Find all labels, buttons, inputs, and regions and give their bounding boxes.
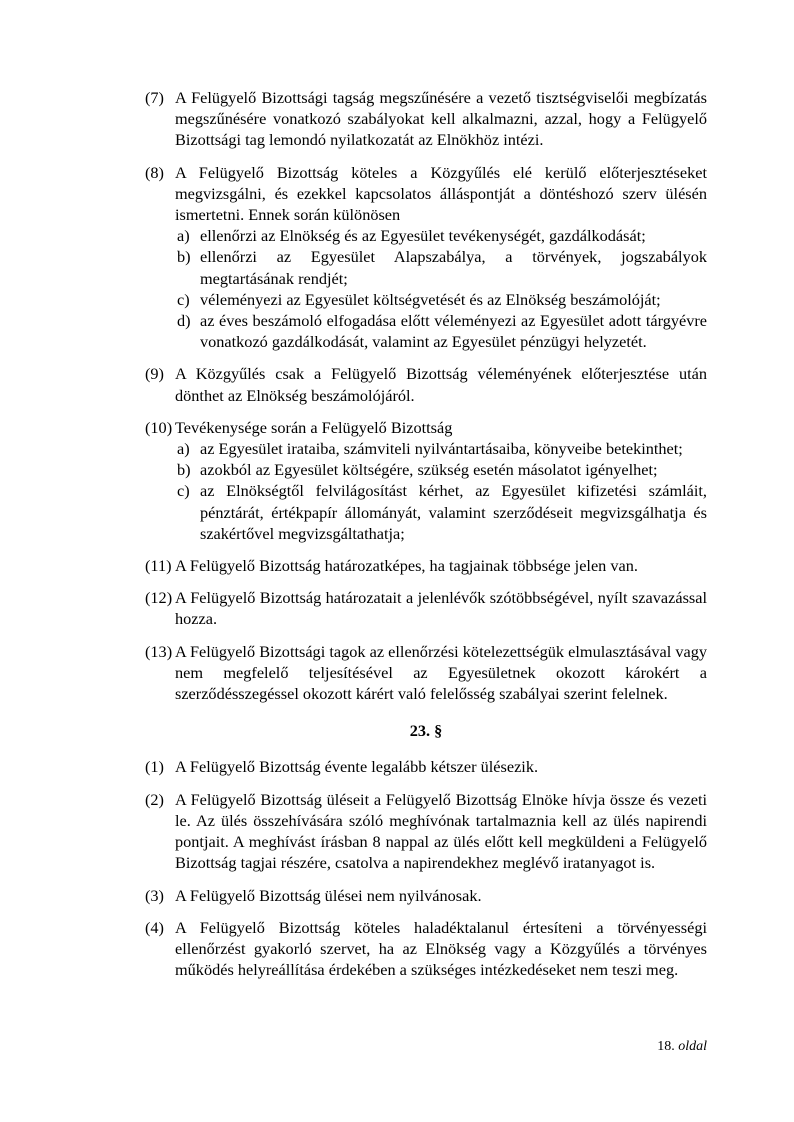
paragraph-body: [175, 363, 707, 405]
paragraph: [145, 555, 707, 576]
paragraph: [145, 917, 707, 981]
list-item-text: azokból az Egyesület költségére, szükség esetén másolatot igényelhet;: [200, 460, 658, 480]
list-item-marker: d): [177, 311, 191, 331]
paragraph: [145, 162, 707, 353]
list-item-text: az Egyesület irataiba, számviteli nyilvántartásaiba, könyveibe betekinthet;: [200, 439, 683, 459]
list-item-marker: c): [177, 289, 190, 309]
paragraph-body: [175, 162, 707, 353]
paragraph-number: (1): [145, 757, 164, 777]
section-heading: 23. §: [409, 721, 443, 741]
page-number-label: oldal: [678, 1039, 707, 1054]
paragraph-body: [175, 917, 707, 981]
paragraph-number: (12): [145, 588, 173, 608]
paragraph-text: A Felügyelő Bizottsági tagok az ellenőrzési kötelezettségük elmulasztásával vagy nem megfelelő teljesítésével az Egyesületnek okozott károkért a szerződésszegéssel okozott kárért való felelősség szabályai szerint felelnek.: [175, 641, 707, 704]
paragraph-body: [175, 87, 707, 151]
list-item: [177, 459, 707, 480]
list-item: [177, 289, 707, 310]
list-item: [177, 438, 707, 459]
list-item-marker: b): [177, 460, 191, 480]
paragraph-text: A Felügyelő Bizottság üléseit a Felügyelő Bizottság Elnöke hívja össze és vezeti le. Az ülés összehívására szóló meghívónak tartalmaznia kell az ülés napirendi pontjait. A meghívást írásban 8 nappal az ülés előtt kell megküldeni a Felügyelő Bizottság tagjai részére, csatolva a napirendekhez meglévő iratanyagot is.: [175, 789, 707, 873]
list-item-marker: b): [177, 247, 191, 267]
list-item: [177, 480, 707, 544]
paragraph-number: (11): [145, 556, 172, 576]
paragraph: [145, 363, 707, 405]
paragraph-text: A Felügyelő Bizottság ülései nem nyilvánosak.: [175, 885, 482, 905]
page-footer: [145, 1038, 707, 1055]
list-item-text: az éves beszámoló elfogadása előtt véleményezi az Egyesület adott tárgyévre vonatkozó gazdálkodását, valamint az Egyesület pénzügyi helyzetét.: [200, 311, 707, 352]
paragraph-number: (10): [145, 417, 173, 437]
list-item: [177, 246, 707, 288]
paragraph-number: (2): [145, 789, 164, 809]
paragraph-body: [175, 555, 707, 576]
paragraph-number: (7): [145, 88, 164, 107]
paragraph: [145, 87, 707, 151]
paragraph: [145, 641, 707, 705]
paragraph-text: A Felügyelő Bizottság határozatait a jelenlévők szótöbbségével, nyílt szavazással hozza.: [175, 588, 707, 629]
list-item: [177, 225, 707, 246]
paragraph-number: (9): [145, 364, 164, 384]
paragraph-text: A Közgyűlés csak a Felügyelő Bizottság véleményének előterjesztése után dönthet az Elnökség beszámolójáról.: [175, 364, 707, 405]
list-item-text: ellenőrzi az Elnökség és az Egyesület tevékenységét, gazdálkodását;: [200, 226, 646, 246]
paragraph-body: [175, 641, 707, 705]
list-item-marker: a): [177, 226, 190, 246]
paragraph-body: [175, 417, 707, 544]
list-item-marker: a): [177, 439, 190, 459]
paragraph-text: A Felügyelő Bizottság évente legalább kétszer ülésezik.: [175, 757, 539, 777]
paragraph: [145, 587, 707, 629]
paragraph-text: A Felügyelő Bizottság határozatképes, ha tagjainak többsége jelen van.: [175, 556, 638, 576]
paragraph: [145, 789, 707, 874]
page-number: 18.: [657, 1039, 675, 1054]
paragraph-body: [175, 789, 707, 874]
list-item-text: véleményezi az Egyesület költségvetését és az Elnökség beszámolóját;: [200, 289, 661, 309]
paragraph-text: A Felügyelő Bizottsági tagság megszűnésére a vezető tisztségviselői megbízatás megszűnésére vonatkozó szabályokat kell alkalmazni, azzal, hogy a Felügyelő Bizottsági tag lemondó nyilatkozatát az Elnökhöz intézi.: [175, 88, 707, 150]
paragraph-number: (13): [145, 641, 173, 661]
document-body: [145, 87, 707, 991]
paragraph-body: [175, 756, 707, 777]
paragraph-text: A Felügyelő Bizottság köteles haladéktalanul értesíteni a törvényességi ellenőrzést gyakorló szervet, ha az Elnökség vagy a Közgyűlés a törvényes működés helyreállítása érdekében a szükséges intézkedéseket nem teszi meg.: [175, 917, 707, 980]
paragraph: [145, 885, 707, 906]
paragraph-text: A Felügyelő Bizottság köteles a Közgyűlés elé kerülő előterjesztéseket megvizsgálni, és ezekkel kapcsolatos álláspontját a döntéshozó szerv ülésén ismertetni. Ennek során különösen: [175, 162, 707, 225]
list-item-text: ellenőrzi az Egyesület Alapszabálya, a törvények, jogszabályok megtartásának rendjét;: [200, 247, 707, 288]
paragraph-text: Tevékenysége során a Felügyelő Bizottság: [175, 417, 453, 437]
paragraph-body: [175, 587, 707, 629]
paragraph: [145, 417, 707, 544]
paragraph: [145, 756, 707, 777]
list-item: [177, 310, 707, 352]
list-item-marker: c): [177, 481, 190, 501]
paragraph-body: [175, 885, 707, 906]
paragraph-number: (3): [145, 885, 164, 905]
list-item-text: az Elnökségtől felvilágosítást kérhet, az Egyesület kifizetési számláit, pénztárát, értékpapír állományát, valamint szerződéseit megvizsgálhatja és szakértővel megvizsgáltathatja;: [200, 481, 707, 543]
paragraph-number: (4): [145, 917, 164, 937]
paragraph-number: (8): [145, 162, 164, 182]
